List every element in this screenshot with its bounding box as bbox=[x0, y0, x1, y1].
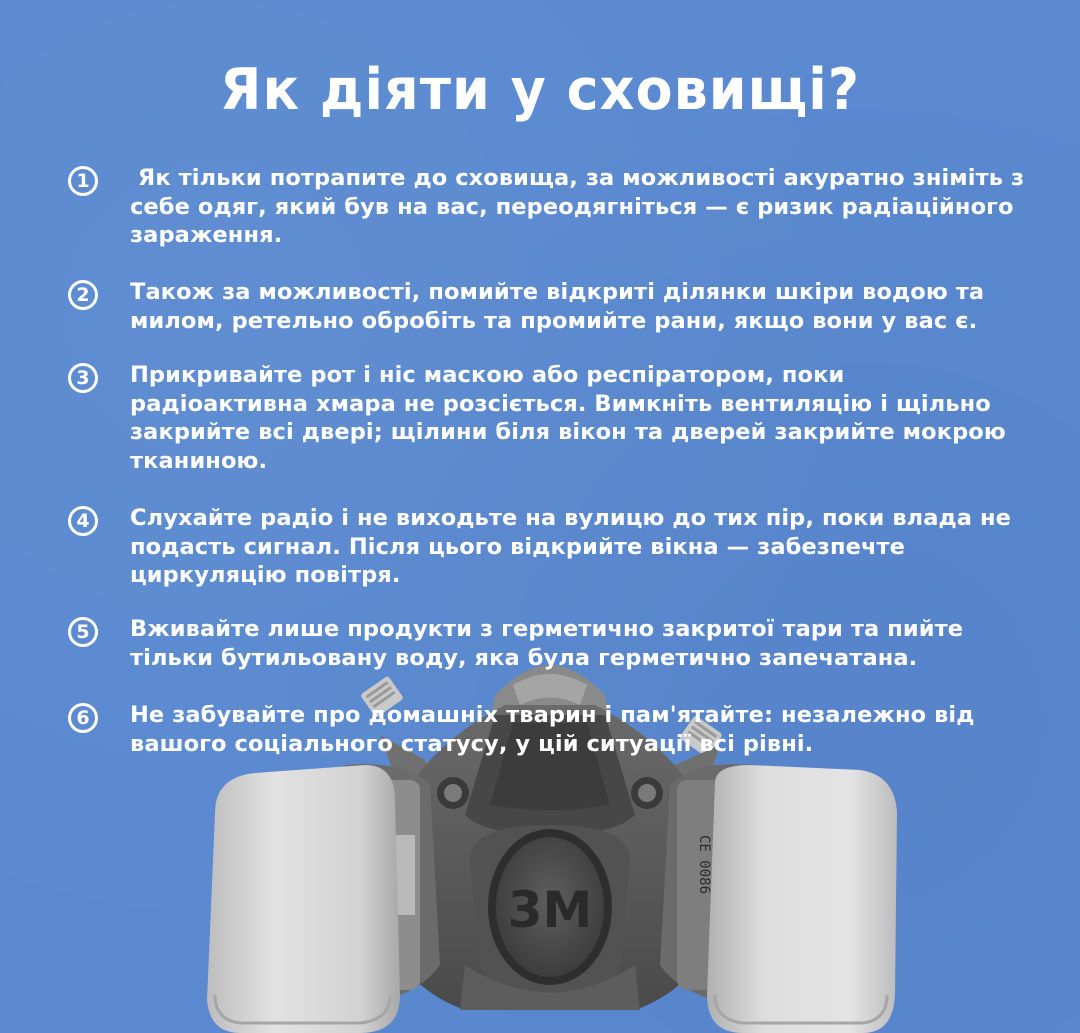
mask-logo: 3M bbox=[507, 881, 593, 939]
step-line: циркуляцію повітря. bbox=[130, 562, 401, 588]
step-line: закрийте всі двері; щілини біля вікон та дверей закрийте мокрою bbox=[130, 419, 1006, 445]
step-line: подасть сигнал. Після цього відкрийте вікна — забезпечте bbox=[130, 533, 906, 560]
cartridge-label: CE 0086 bbox=[696, 835, 712, 895]
step-text bbox=[130, 361, 1006, 475]
step-line: Також за можливості, помийте відкриті ділянки шкіри водою та bbox=[130, 279, 985, 305]
step-1 bbox=[68, 164, 1024, 250]
step-number-5-icon: 5 bbox=[68, 617, 98, 647]
step-number-4-icon: 4 bbox=[68, 506, 98, 536]
step-line: вашого соціального статусу, у цій ситуації всі рівні. bbox=[130, 730, 814, 757]
step-4 bbox=[68, 504, 1011, 590]
page-title: Як діяти у сховищі? bbox=[219, 56, 861, 123]
step-line: радіоактивна хмара не розсіється. Вимкніть вентиляцію і щільно bbox=[130, 390, 991, 417]
step-5 bbox=[68, 615, 963, 672]
step-text bbox=[130, 278, 984, 335]
step-line: тканиною. bbox=[130, 447, 268, 474]
step-line: зараження. bbox=[130, 222, 283, 248]
step-text bbox=[130, 701, 975, 758]
step-number-6-icon: 6 bbox=[68, 703, 98, 733]
step-6 bbox=[68, 701, 975, 758]
step-line: Слухайте радіо і не виходьте на вулицю до тих пір, поки влада не bbox=[130, 505, 1012, 531]
step-number-3-icon: 3 bbox=[68, 363, 98, 393]
step-number-2-icon: 2 bbox=[68, 280, 98, 310]
step-2 bbox=[68, 278, 984, 335]
step-3 bbox=[68, 361, 1006, 475]
step-text bbox=[130, 164, 1024, 250]
step-line: Як тільки потрапите до сховища, за можливості акуратно зніміть з bbox=[130, 165, 1025, 191]
step-text bbox=[130, 615, 963, 672]
step-number-1-icon: 1 bbox=[68, 166, 98, 196]
step-line: милом, ретельно обробіть та промийте рани, якщо вони у вас є. bbox=[130, 307, 978, 334]
step-line: себе одяг, який був на вас, переодягніться — є ризик радіаційного bbox=[130, 193, 1014, 220]
step-line: тільки бутильовану воду, яка була герметично запечатана. bbox=[130, 644, 918, 671]
step-line: Вживайте лише продукти з герметично закритої тари та пийте bbox=[130, 616, 964, 642]
step-line: Прикривайте рот і ніс маскою або респіратором, поки bbox=[130, 362, 845, 388]
step-line: Не забувайте про домашніх тварин і пам'ятайте: незалежно від bbox=[130, 702, 975, 728]
step-text bbox=[130, 504, 1011, 590]
